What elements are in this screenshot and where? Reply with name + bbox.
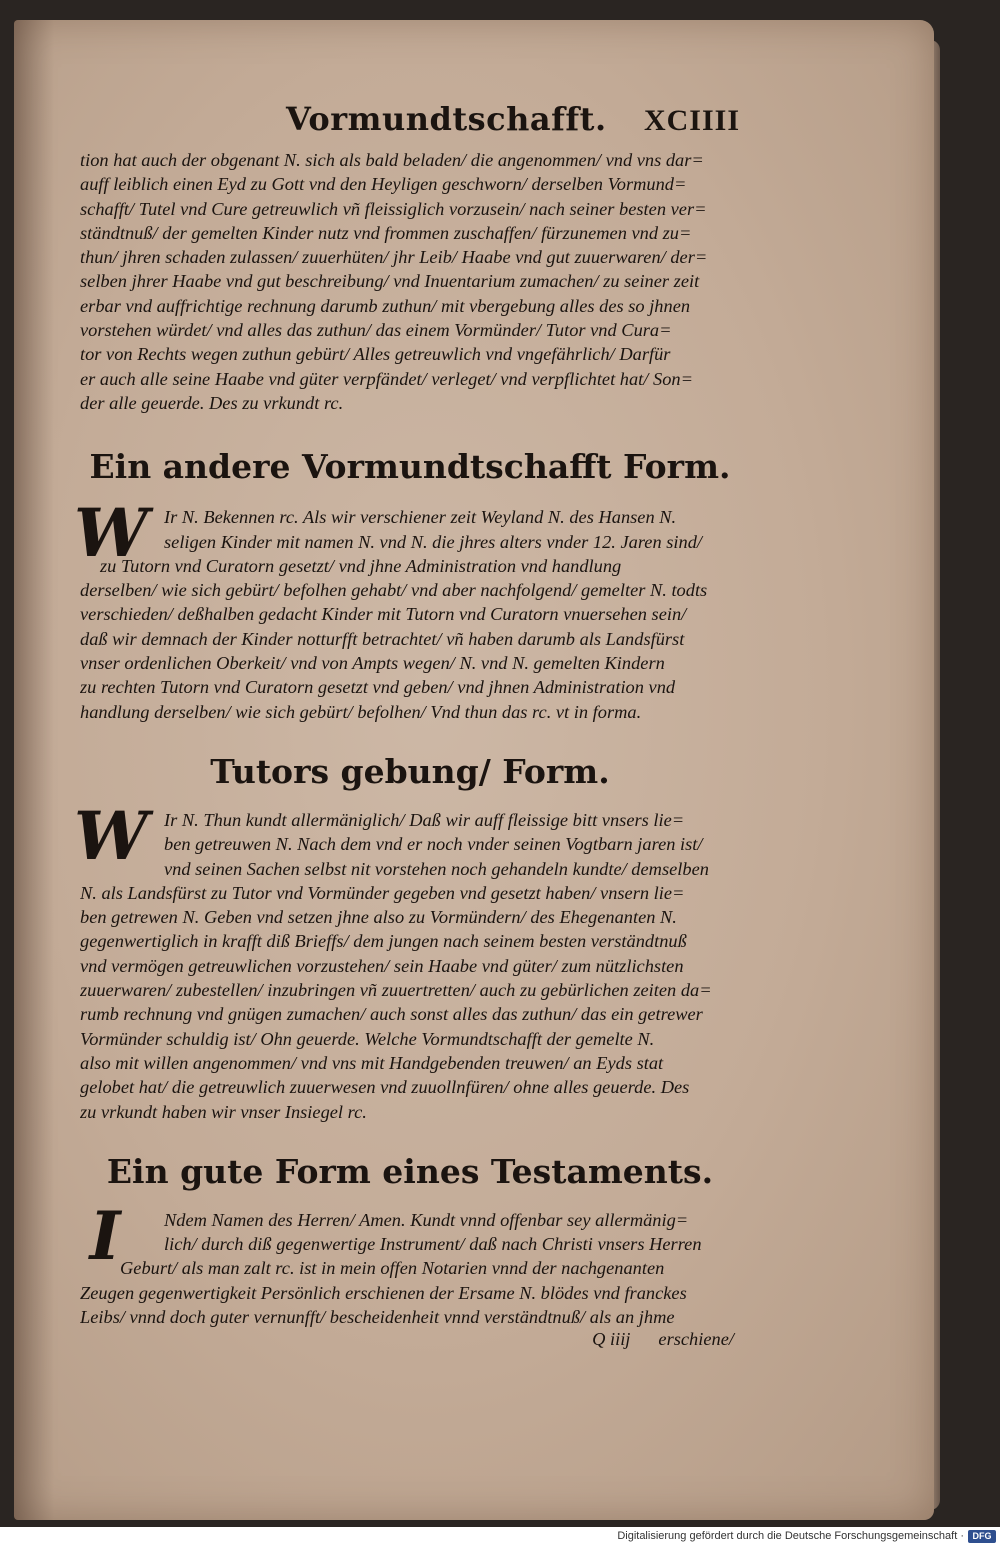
text-line: gegenwertiglich in krafft diß Brieffs/ dem jungen nach seinem besten verständtnuß <box>80 931 687 952</box>
section-heading: Ein andere Vormundtschafft Form. <box>89 447 731 487</box>
dfg-logo: DFG <box>968 1530 996 1543</box>
running-head <box>80 100 740 148</box>
text-line: tor von Rechts wegen zuthun gebürt/ Alles getreuwlich vnd vngefährlich/ Darfür <box>80 344 671 365</box>
text-line: lich/ durch diß gegenwertige Instrument/ daß nach Christi vnsers Herren <box>164 1234 702 1255</box>
text-line: zu rechten Tutorn vnd Curatorn gesetzt vnd geben/ vnd jhnen Administration vnd <box>80 677 676 698</box>
text-line: also mit willen angenommen/ vnd vns mit Handgebenden treuwen/ an Eyds stat <box>80 1052 664 1073</box>
text-line: rumb rechnung vnd gnügen zumachen/ auch sonst alles das zuthun/ das ein getrewer <box>80 1004 703 1025</box>
text-line: Ir N. Thun kundt allermäniglich/ Daß wir auff fleissige bitt vnsers lie= <box>164 809 685 830</box>
text-line: N. als Landsfürst zu Tutor vnd Vormünder gegeben vnd gesetzt haben/ vnsern lie= <box>80 882 685 903</box>
footer-credit: Digitalisierung gefördert durch die Deutsche Forschungsgemeinschaft · <box>617 1530 964 1542</box>
running-title: Vormundtschafft. <box>286 100 607 138</box>
section-heading: Ein gute Form eines Testaments. <box>106 1151 714 1191</box>
text-line: vnd vermögen getreuwlichen vorzustehen/ sein Haabe vnd güter/ zum nützlichsten <box>80 955 684 976</box>
text-line: Geburt/ als man zalt rc. ist in mein offen Notarien vnnd der nachgenanten <box>120 1258 665 1279</box>
catchword: erschiene/ <box>658 1329 734 1350</box>
decorated-initial: W <box>74 494 149 573</box>
text-line: Vormünder schuldig ist/ Ohn geuerde. Welche Vormundtschafft der gemelte N. <box>80 1028 655 1049</box>
text-line: ständtnuß/ der gemelten Kinder nutz vnd frommen zuschaffen/ fürzunemen vnd zu= <box>80 222 692 243</box>
decorated-initial: W <box>74 796 149 875</box>
text-line: Zeugen gegenwertigkeit Persönlich erschienen der Ersame N. blödes vnd franckes <box>80 1282 687 1303</box>
folio-number: XCIIII <box>643 104 740 137</box>
text-line: schafft/ Tutel vnd Cure getreuwlich vñ fleissiglich vorzusein/ nach seiner besten ver= <box>80 198 707 219</box>
text-line: ben getrewen N. Geben vnd setzen jhne also zu Vormündern/ des Ehegenanten N. <box>80 907 677 928</box>
text-line: verschieden/ deßhalben gedacht Kinder mit Tutorn vnd Curatorn vnuersehen sein/ <box>80 604 687 625</box>
text-line: tion hat auch der obgenant N. sich als bald beladen/ die angenommen/ vnd vns dar= <box>80 150 704 170</box>
text-block <box>74 100 740 1350</box>
text-line: zu vrkundt haben wir vnser Insiegel rc. <box>80 1101 367 1122</box>
text-line: der alle geuerde. Des zu vrkundt rc. <box>80 392 344 413</box>
text-line: Ndem Namen des Herren/ Amen. Kundt vnnd offenbar sey allermänig= <box>164 1209 689 1230</box>
gutter-shadow <box>14 20 54 1520</box>
text-line: vorstehen würdet/ vnd alles das zuthun/ das einem Vormünder/ Tutor vnd Cura= <box>80 320 672 341</box>
signature-line <box>80 1329 740 1350</box>
text-line: Ir N. Bekennen rc. Als wir verschiener zeit Weyland N. des Hansen N. <box>164 507 677 528</box>
text-line: zuuerwaren/ zubestellen/ inzubringen vñ zuuertretten/ auch zu gebürlichen zeiten da= <box>80 980 712 1001</box>
text-line: zu Tutorn vnd Curatorn gesetzt/ vnd jhne Administration vnd handlung <box>100 555 622 576</box>
text-line: vnd seinen Sachen selbst nit vorstehen noch gehandeln kundte/ demselben <box>164 858 709 879</box>
text-line: Leibs/ vnnd doch guter vernunfft/ bescheidenheit vnnd verständtnuß/ als an jhme <box>80 1306 675 1327</box>
decorated-initial: I <box>89 1196 121 1275</box>
section-heading: Tutors gebung/ Form. <box>210 751 610 791</box>
paragraph-vormundtschafft-form <box>74 494 740 724</box>
text-line: auff leiblich einen Eyd zu Gott vnd den Heyligen geschworn/ derselben Vormund= <box>80 174 687 195</box>
signature-mark: Q iiij <box>592 1329 631 1350</box>
text-line: ben getreuwen N. Nach dem vnd er noch vnder seinen Vogtbarn jaren ist/ <box>164 834 703 855</box>
text-line: handlung derselben/ wie sich gebürt/ befolhen/ Vnd thun das rc. vt in forma. <box>80 701 642 722</box>
paragraph-testament <box>80 1196 740 1329</box>
text-line: gelobet hat/ die getreuwlich zuuerwesen vnd zuuollnfüren/ ohne alles geuerde. Des <box>80 1077 690 1098</box>
text-line: thun/ jhren schaden zulassen/ zuuerhüten/ jhr Leib/ Haabe vnd gut zuuerwaren/ der= <box>80 247 708 268</box>
text-line: seligen Kinder mit namen N. vnd N. die jhres alters vnder 12. Jaren sind/ <box>164 531 703 552</box>
text-line: daß wir demnach der Kinder notturfft betrachtet/ vñ haben darumb als Landsfürst <box>80 628 685 649</box>
text-line: derselben/ wie sich gebürt/ befolhen gehabt/ vnd aber nachfolgend/ gemelter N. todts <box>80 580 708 601</box>
paragraph-tutors-gebung <box>74 796 740 1124</box>
text-line: er auch alle seine Haabe vnd güter verpfändet/ verleget/ vnd verpflichtet hat/ Son= <box>80 368 693 389</box>
paragraph-continuation <box>80 148 740 415</box>
text-line: erbar vnd auffrichtige rechnung darumb zuthun/ mit vbergebung alles des so jhnen <box>80 295 691 316</box>
text-line: selben jhrer Haabe vnd gut beschreibung/ vnd Inuentarium zumachen/ zu seiner zeit <box>80 271 700 292</box>
text-line: vnser ordenlichen Oberkeit/ vnd von Ampts wegen/ N. vnd N. gemelten Kindern <box>80 653 665 674</box>
